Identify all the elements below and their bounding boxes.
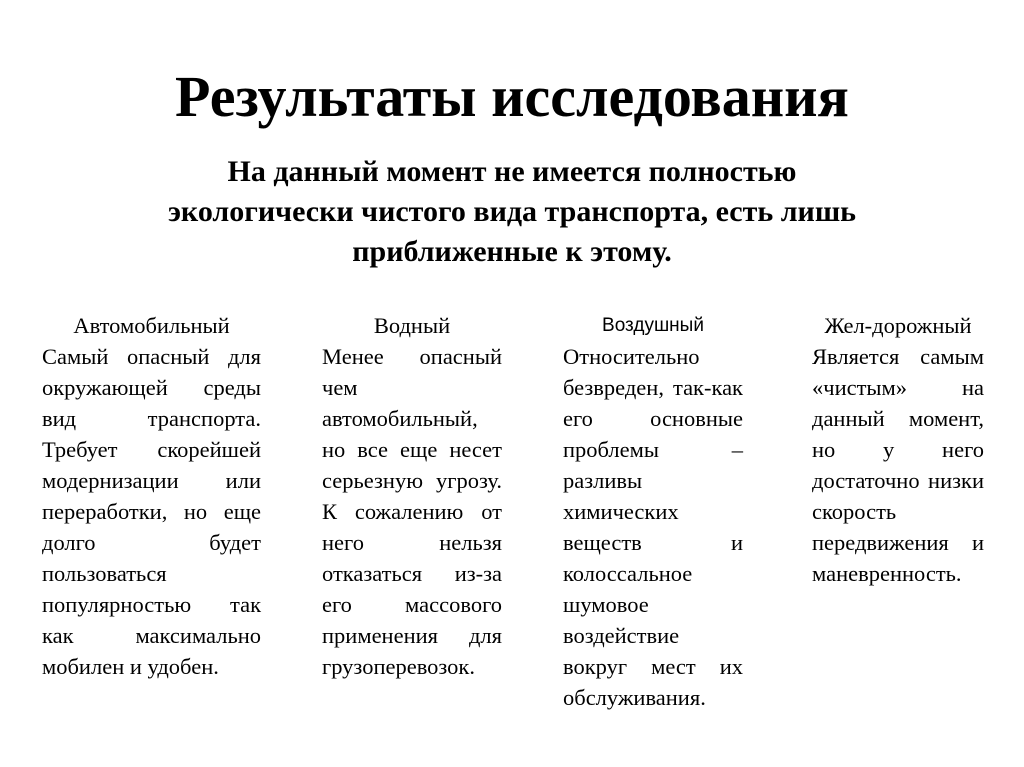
column-heading-railway: Жел-дорожный [824, 313, 972, 338]
slide-title: Результаты исследования [175, 64, 849, 129]
column-railway [812, 310, 984, 589]
column-automobile [42, 310, 261, 682]
column-text-railway: Является самым «чистым» на данный момент, но у него достаточно низки скорость передвижения и маневренность. [812, 344, 984, 586]
column-heading-air: Воздушный [602, 315, 704, 336]
column-text-automobile: Самый опасный для окружающей среды вид транспорта. Требует скорейшей модернизации или переработки, но еще долго будет пользоваться популярностью так как максимально мобилен и удобен. [42, 344, 261, 679]
column-heading-automobile: Автомобильный [73, 313, 230, 338]
column-water [322, 310, 502, 682]
slide-subtitle: На данный момент не имеется полностью экологически чистого вида транспорта, есть лишь приближенные к этому. [167, 155, 857, 268]
column-text-air: Относительно безвреден, так-как его основные проблемы – разливы химических веществ и колоссальное шумовое воздействие вокруг мест их обслуживания. [563, 344, 743, 710]
column-air [563, 310, 743, 713]
column-text-water: Менее опасный чем автомобильный, но все еще несет серьезную угрозу. К сожалению от него нельзя отказаться из-за его массового применения для грузоперевозок. [322, 344, 502, 679]
column-heading-water: Водный [373, 313, 451, 338]
